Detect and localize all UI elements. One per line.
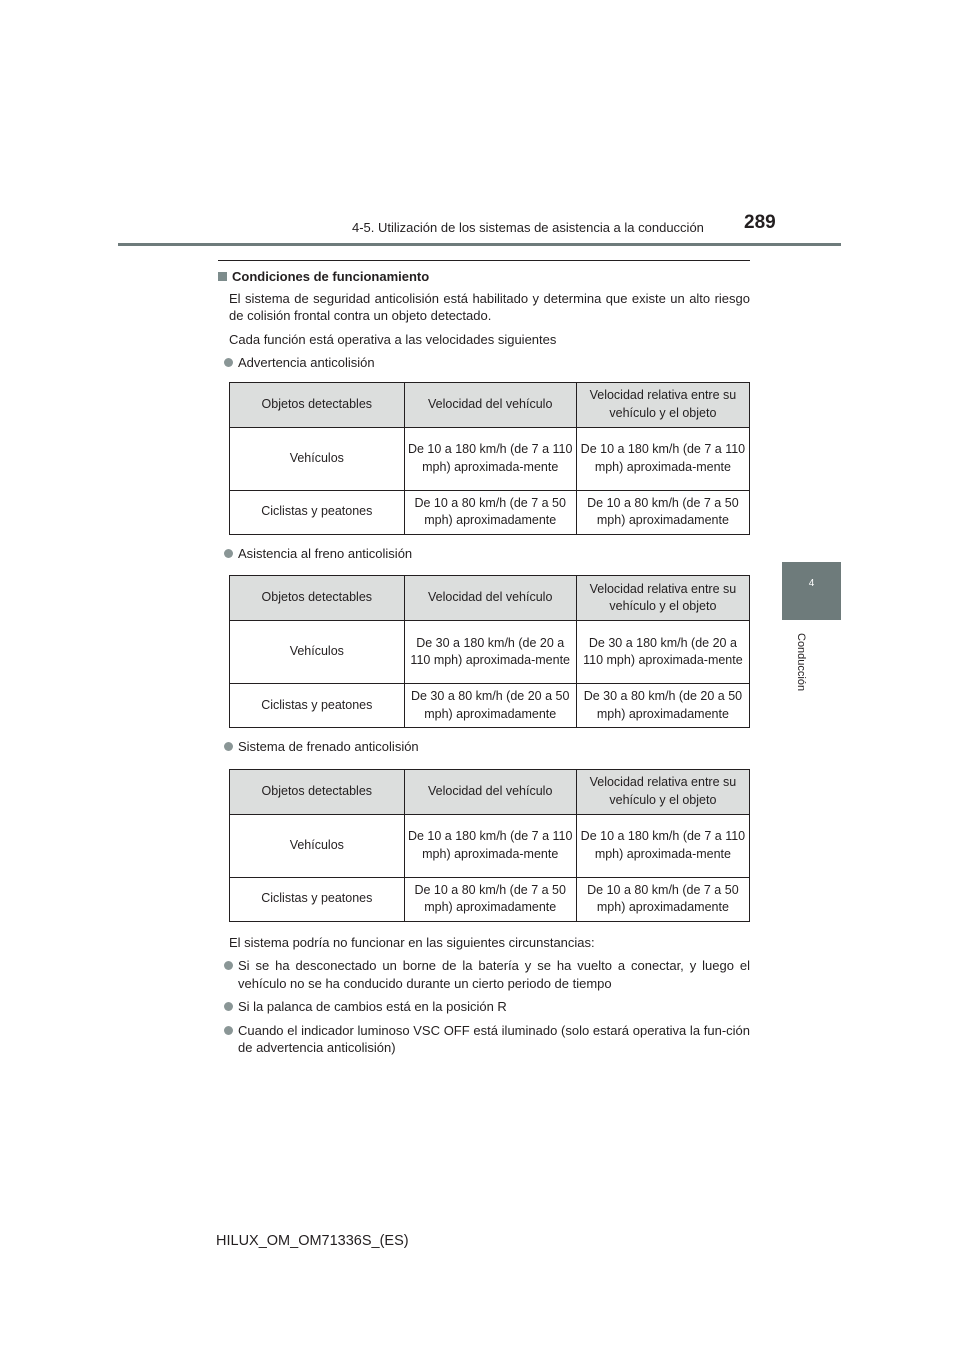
- bullet-text: Asistencia al freno anticolisión: [238, 545, 413, 561]
- bullet-text: Sistema de frenado anticolisión: [238, 739, 419, 754]
- table-row: [230, 877, 750, 921]
- header-cell: Velocidad del vehículo: [404, 769, 576, 814]
- table-header-row: [230, 576, 750, 621]
- circle-bullet-icon: [224, 1026, 233, 1035]
- header-cell: Velocidad del vehículo: [404, 382, 576, 427]
- header-cell: Velocidad relativa entre su vehículo y el objeto: [576, 576, 749, 621]
- header-cell: Objetos detectables: [230, 576, 405, 621]
- table-cell: De 10 a 80 km/h (de 7 a 50 mph) aproximadamente: [404, 490, 576, 534]
- speed-table-asistencia: [229, 575, 750, 728]
- table-cell: De 10 a 180 km/h (de 7 a 110 mph) aproximada-mente: [576, 427, 749, 490]
- table-row: [230, 427, 750, 490]
- header-cell: Velocidad del vehículo: [404, 576, 576, 621]
- list-item: [224, 998, 750, 1016]
- circle-bullet-icon: [224, 549, 233, 558]
- speed-table-frenado: [229, 769, 750, 922]
- table-cell: Ciclistas y peatones: [230, 877, 405, 921]
- circle-bullet-icon: [224, 742, 233, 751]
- chapter-tab: [782, 562, 841, 620]
- chapter-name: Conducción: [795, 633, 807, 692]
- table-cell: De 30 a 180 km/h (de 20 a 110 mph) aproximada-mente: [404, 621, 576, 684]
- content-top-rule: [218, 260, 750, 261]
- table-cell: Vehículos: [230, 621, 405, 684]
- main-content: [218, 268, 750, 1063]
- table-cell: De 30 a 80 km/h (de 20 a 50 mph) aproximadamente: [404, 684, 576, 728]
- section-heading-text: Condiciones de funcionamiento: [232, 269, 430, 284]
- table-row: [230, 814, 750, 877]
- header-cell: Velocidad relativa entre su vehículo y el objeto: [576, 382, 749, 427]
- circle-bullet-icon: [224, 1002, 233, 1011]
- table-cell: Vehículos: [230, 814, 405, 877]
- bullet-advertencia: [224, 354, 750, 372]
- table-cell: De 30 a 80 km/h (de 20 a 50 mph) aproximadamente: [576, 684, 749, 728]
- table-row: [230, 684, 750, 728]
- header-section-title: 4-5. Utilización de los sistemas de asistencia a la conducción: [352, 220, 704, 235]
- list-item: [224, 957, 750, 992]
- header-cell: Objetos detectables: [230, 769, 405, 814]
- table-row: [230, 621, 750, 684]
- list-item: [224, 1022, 750, 1057]
- table-cell: De 10 a 180 km/h (de 7 a 110 mph) aproximada-mente: [404, 427, 576, 490]
- table-cell: Vehículos: [230, 427, 405, 490]
- bullet-text: Advertencia anticolisión: [238, 355, 375, 370]
- table-cell: De 30 a 180 km/h (de 20 a 110 mph) aproximada-mente: [576, 621, 749, 684]
- intro-paragraph: El sistema de seguridad anticolisión está habilitado y determina que existe un alto riesgo de colisión frontal contra un objeto detectado.: [229, 290, 750, 323]
- footer-doc-code: HILUX_OM_OM71336S_(ES): [216, 1233, 409, 1249]
- list-item-text: Cuando el indicador luminoso VSC OFF está iluminado (solo estará operativa la fun-ción de advertencia anticolisión): [238, 1022, 750, 1055]
- circle-bullet-icon: [224, 961, 233, 970]
- table-cell: Ciclistas y peatones: [230, 490, 405, 534]
- table-cell: De 10 a 180 km/h (de 7 a 110 mph) aproximada-mente: [576, 814, 749, 877]
- not-working-intro: El sistema podría no funcionar en las siguientes circunstancias:: [229, 934, 595, 950]
- circle-bullet-icon: [224, 358, 233, 367]
- table-cell: De 10 a 180 km/h (de 7 a 110 mph) aproximada-mente: [404, 814, 576, 877]
- chapter-number: 4: [808, 578, 815, 589]
- table-cell: De 10 a 80 km/h (de 7 a 50 mph) aproximadamente: [404, 877, 576, 921]
- speeds-intro: Cada función está operativa a las velocidades siguientes: [229, 331, 557, 347]
- table-cell: De 10 a 80 km/h (de 7 a 50 mph) aproximadamente: [576, 490, 749, 534]
- table-row: [230, 490, 750, 534]
- header-cell: Velocidad relativa entre su vehículo y el objeto: [576, 769, 749, 814]
- bullet-frenado: [224, 738, 750, 756]
- table-header-row: [230, 769, 750, 814]
- header-cell: Objetos detectables: [230, 382, 405, 427]
- square-bullet-icon: [218, 272, 227, 281]
- bullet-asistencia: [224, 545, 750, 563]
- table-header-row: [230, 382, 750, 427]
- table-cell: De 10 a 80 km/h (de 7 a 50 mph) aproximadamente: [576, 877, 749, 921]
- list-item-text: Si la palanca de cambios está en la posición R: [238, 999, 507, 1014]
- section-heading: [218, 268, 750, 286]
- header-rule: [118, 243, 841, 246]
- list-item-text: Si se ha desconectado un borne de la batería y se ha vuelto a conectar, y luego el vehículo no se ha conducido durante un cierto periodo de tiempo: [238, 958, 750, 991]
- page-number: 289: [744, 212, 776, 233]
- speed-table-advertencia: [229, 382, 750, 535]
- table-cell: Ciclistas y peatones: [230, 684, 405, 728]
